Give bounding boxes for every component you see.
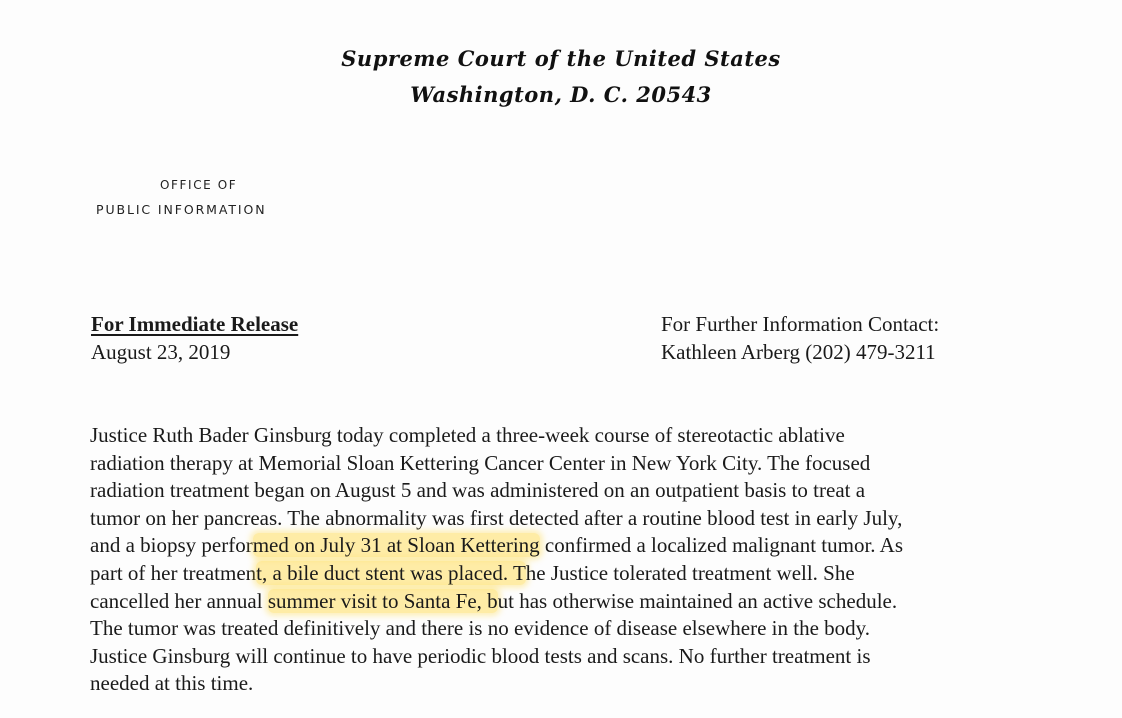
body-line: radiation treatment began on August 5 and was administered on an outpatient basis to treat a xyxy=(90,478,866,503)
body-text-segment: and a biopsy perfor xyxy=(90,533,253,558)
highlighted-text: t, a bile duct stent was placed. T xyxy=(256,560,526,585)
office-label-line1: OFFICE OF xyxy=(160,178,238,192)
body-line: Justice Ruth Bader Ginsburg today completed a three-week course of stereotactic ablative xyxy=(90,423,845,447)
body-line xyxy=(90,532,1050,560)
highlighted-text: med on July 31 at Sloan Kettering xyxy=(252,533,540,558)
highlighted-text: summer visit to Santa Fe, b xyxy=(267,588,498,613)
body-text-segment: he Justice tolerated treatment well. She xyxy=(525,560,855,585)
body-text-segment: cancelled her annual xyxy=(90,588,268,613)
body-text-segment: confirmed a localized malignant tumor. As xyxy=(539,533,903,558)
body-line xyxy=(90,560,1050,588)
body-line: radiation therapy at Memorial Sloan Kettering Cancer Center in New York City. The focused xyxy=(90,450,871,475)
release-date: August 23, 2019 xyxy=(91,340,231,364)
body-text-segment: ut has otherwise maintained an active schedule. xyxy=(497,588,898,613)
body-line: The tumor was treated definitively and there is no evidence of disease elsewhere in the body. xyxy=(90,616,871,641)
body-text-segment: part of her treatmen xyxy=(90,560,257,585)
letterhead-address: Washington, D. C. 20543 xyxy=(410,82,712,107)
letterhead-court-name: Supreme Court of the United States xyxy=(341,46,781,71)
body-line: needed at this time. xyxy=(90,671,254,696)
contact-name-phone: Kathleen Arberg (202) 479-3211 xyxy=(661,340,936,364)
body-line: Justice Ginsburg will continue to have periodic blood tests and scans. No further treatment is xyxy=(90,643,871,668)
release-heading: For Immediate Release xyxy=(91,312,299,336)
press-release-body xyxy=(90,422,1050,698)
body-line xyxy=(90,588,1050,616)
office-label-line2: PUBLIC INFORMATION xyxy=(96,202,267,217)
body-line: tumor on her pancreas. The abnormality was first detected after a routine blood test in early July, xyxy=(90,505,903,530)
contact-label: For Further Information Contact: xyxy=(661,312,940,336)
